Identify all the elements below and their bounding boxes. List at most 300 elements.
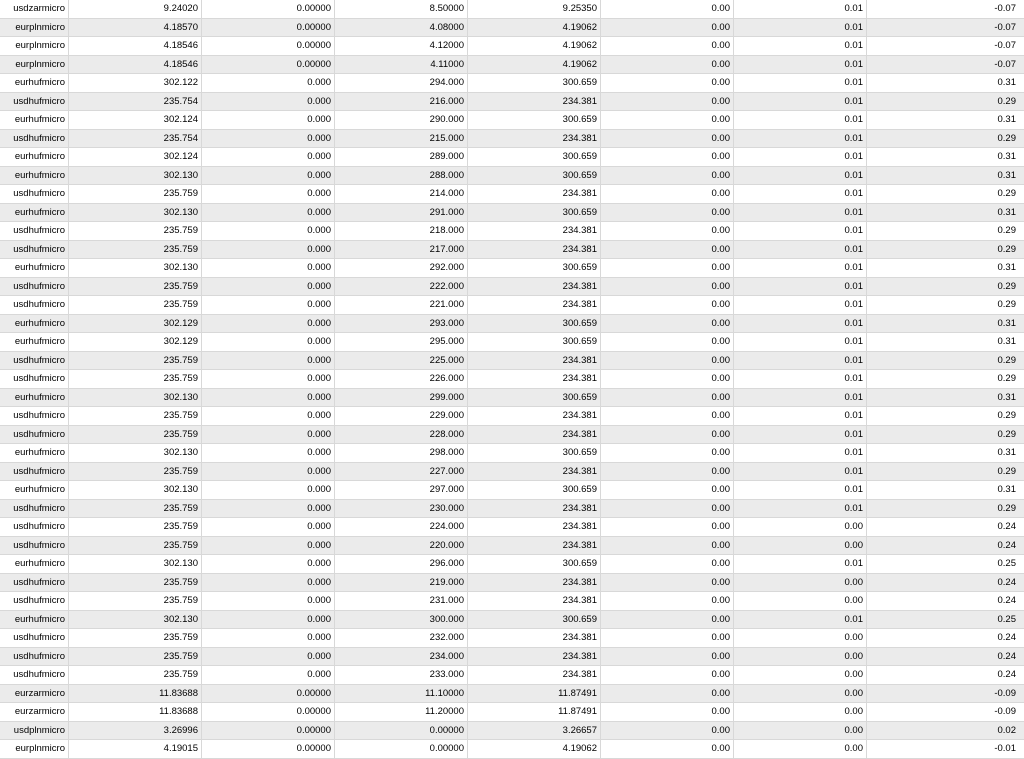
current-price-cell: 300.659 [468, 555, 601, 573]
symbol-cell: usdhufmicro [0, 278, 69, 296]
table-row[interactable] [0, 315, 1024, 334]
col6-cell: 0.00 [601, 648, 734, 666]
table-row[interactable] [0, 463, 1024, 482]
target-price-cell: 224.000 [335, 518, 468, 536]
col6-cell: 0.00 [601, 574, 734, 592]
table-row[interactable] [0, 592, 1024, 611]
col3-cell: 0.00000 [202, 37, 335, 55]
price-cell: 235.759 [69, 463, 202, 481]
table-row[interactable] [0, 130, 1024, 149]
symbol-cell: usdhufmicro [0, 241, 69, 259]
symbol-cell: usdhufmicro [0, 222, 69, 240]
col6-cell: 0.00 [601, 167, 734, 185]
table-row[interactable] [0, 426, 1024, 445]
col6-cell: 0.00 [601, 74, 734, 92]
target-price-cell: 221.000 [335, 296, 468, 314]
symbol-cell: eurhufmicro [0, 204, 69, 222]
price-cell: 11.83688 [69, 703, 202, 721]
col7-cell: 0.00 [734, 648, 867, 666]
target-price-cell: 218.000 [335, 222, 468, 240]
col3-cell: 0.000 [202, 148, 335, 166]
col3-cell: 0.00000 [202, 740, 335, 758]
current-price-cell: 9.25350 [468, 0, 601, 18]
symbol-cell: usdhufmicro [0, 574, 69, 592]
col7-cell: 0.01 [734, 315, 867, 333]
table-row[interactable] [0, 500, 1024, 519]
table-row[interactable] [0, 703, 1024, 722]
price-cell: 235.754 [69, 130, 202, 148]
col7-cell: 0.01 [734, 333, 867, 351]
price-cell: 235.759 [69, 592, 202, 610]
symbol-cell: usdhufmicro [0, 500, 69, 518]
symbol-cell: eurplnmicro [0, 740, 69, 758]
col3-cell: 0.000 [202, 444, 335, 462]
change-cell: 0.29 [997, 465, 1016, 477]
col3-cell: 0.000 [202, 130, 335, 148]
col3-cell: 0.000 [202, 407, 335, 425]
col3-cell: 0.000 [202, 241, 335, 259]
price-cell: 302.129 [69, 315, 202, 333]
symbol-cell: eurzarmicro [0, 703, 69, 721]
target-price-cell: 290.000 [335, 111, 468, 129]
change-cell: 0.29 [997, 354, 1016, 366]
price-cell: 235.759 [69, 370, 202, 388]
col3-cell: 0.000 [202, 204, 335, 222]
target-price-cell: 0.00000 [335, 740, 468, 758]
price-cell: 235.759 [69, 574, 202, 592]
symbol-cell: usdplnmicro [0, 722, 69, 740]
symbol-cell: usdhufmicro [0, 537, 69, 555]
col6-cell: 0.00 [601, 56, 734, 74]
col7-cell: 0.01 [734, 370, 867, 388]
target-price-cell: 220.000 [335, 537, 468, 555]
table-row[interactable] [0, 611, 1024, 630]
current-price-cell: 234.381 [468, 296, 601, 314]
col7-cell: 0.01 [734, 389, 867, 407]
col3-cell: 0.00000 [202, 685, 335, 703]
table-row[interactable] [0, 555, 1024, 574]
col6-cell: 0.00 [601, 740, 734, 758]
table-row[interactable] [0, 629, 1024, 648]
target-price-cell: 291.000 [335, 204, 468, 222]
col7-cell: 0.01 [734, 296, 867, 314]
change-cell: 0.24 [997, 539, 1016, 551]
table-row[interactable] [0, 185, 1024, 204]
target-price-cell: 300.000 [335, 611, 468, 629]
col7-cell: 0.01 [734, 500, 867, 518]
change-cell: 0.24 [997, 595, 1016, 606]
change-cell: 0.29 [997, 299, 1016, 310]
table-row[interactable] [0, 648, 1024, 667]
table-row[interactable] [0, 740, 1024, 759]
col3-cell: 0.000 [202, 500, 335, 518]
price-cell: 235.759 [69, 666, 202, 684]
current-price-cell: 234.381 [468, 463, 601, 481]
col3-cell: 0.000 [202, 352, 335, 370]
col6-cell: 0.00 [601, 111, 734, 129]
table-row[interactable] [0, 352, 1024, 371]
col6-cell: 0.00 [601, 352, 734, 370]
col7-cell: 0.00 [734, 703, 867, 721]
price-cell: 302.130 [69, 204, 202, 222]
change-cell: -0.07 [994, 40, 1016, 51]
price-cell: 302.130 [69, 167, 202, 185]
table-row[interactable] [0, 481, 1024, 500]
symbol-cell: eurplnmicro [0, 19, 69, 37]
table-row[interactable] [0, 111, 1024, 130]
symbol-cell: usdhufmicro [0, 352, 69, 370]
symbol-cell: eurplnmicro [0, 56, 69, 74]
col7-cell: 0.01 [734, 111, 867, 129]
current-price-cell: 234.381 [468, 648, 601, 666]
table-row[interactable] [0, 74, 1024, 93]
table-row[interactable] [0, 370, 1024, 389]
price-cell: 235.759 [69, 426, 202, 444]
target-price-cell: 225.000 [335, 352, 468, 370]
target-price-cell: 216.000 [335, 93, 468, 111]
col7-cell: 0.01 [734, 259, 867, 277]
current-price-cell: 4.19062 [468, 740, 601, 758]
table-row[interactable] [0, 259, 1024, 278]
change-cell: 0.29 [997, 95, 1016, 107]
table-row[interactable] [0, 518, 1024, 537]
col6-cell: 0.00 [601, 148, 734, 166]
current-price-cell: 234.381 [468, 500, 601, 518]
col7-cell: 0.01 [734, 352, 867, 370]
table-row[interactable] [0, 56, 1024, 75]
change-cell: 0.31 [997, 484, 1016, 495]
col3-cell: 0.000 [202, 370, 335, 388]
col6-cell: 0.00 [601, 37, 734, 55]
table-row[interactable] [0, 37, 1024, 56]
target-price-cell: 228.000 [335, 426, 468, 444]
current-price-cell: 300.659 [468, 611, 601, 629]
col7-cell: 0.00 [734, 685, 867, 703]
symbol-cell: eurhufmicro [0, 444, 69, 462]
price-cell: 302.130 [69, 481, 202, 499]
change-cell: 0.31 [997, 317, 1016, 329]
change-cell: 0.29 [997, 410, 1016, 421]
current-price-cell: 234.381 [468, 666, 601, 684]
change-cell: 0.29 [997, 428, 1016, 440]
target-price-cell: 222.000 [335, 278, 468, 296]
target-price-cell: 232.000 [335, 629, 468, 647]
col6-cell: 0.00 [601, 185, 734, 203]
col6-cell: 0.00 [601, 703, 734, 721]
table-row[interactable] [0, 167, 1024, 186]
table-row[interactable] [0, 278, 1024, 297]
col3-cell: 0.000 [202, 648, 335, 666]
col6-cell: 0.00 [601, 259, 734, 277]
col3-cell: 0.000 [202, 426, 335, 444]
current-price-cell: 300.659 [468, 333, 601, 351]
col6-cell: 0.00 [601, 130, 734, 148]
col3-cell: 0.00000 [202, 722, 335, 740]
col6-cell: 0.00 [601, 407, 734, 425]
col6-cell: 0.00 [601, 296, 734, 314]
change-cell: 0.29 [997, 280, 1016, 292]
col7-cell: 0.00 [734, 740, 867, 758]
col3-cell: 0.000 [202, 629, 335, 647]
symbol-cell: usdhufmicro [0, 370, 69, 388]
col7-cell: 0.01 [734, 481, 867, 499]
col7-cell: 0.01 [734, 407, 867, 425]
col3-cell: 0.000 [202, 93, 335, 111]
table-row[interactable] [0, 574, 1024, 593]
target-price-cell: 298.000 [335, 444, 468, 462]
current-price-cell: 234.381 [468, 518, 601, 536]
target-price-cell: 226.000 [335, 370, 468, 388]
target-price-cell: 8.50000 [335, 0, 468, 18]
price-cell: 235.759 [69, 537, 202, 555]
table-row[interactable] [0, 0, 1024, 19]
col6-cell: 0.00 [601, 426, 734, 444]
table-row[interactable] [0, 296, 1024, 315]
col6-cell: 0.00 [601, 666, 734, 684]
col7-cell: 0.00 [734, 537, 867, 555]
table-row[interactable] [0, 333, 1024, 352]
symbol-cell: usdhufmicro [0, 518, 69, 536]
target-price-cell: 292.000 [335, 259, 468, 277]
col6-cell: 0.00 [601, 19, 734, 37]
symbol-cell: usdhufmicro [0, 130, 69, 148]
col3-cell: 0.000 [202, 555, 335, 573]
current-price-cell: 234.381 [468, 352, 601, 370]
table-row[interactable] [0, 407, 1024, 426]
target-price-cell: 288.000 [335, 167, 468, 185]
price-cell: 235.759 [69, 407, 202, 425]
change-cell: 0.29 [997, 188, 1016, 199]
change-cell: 0.29 [997, 243, 1016, 255]
col6-cell: 0.00 [601, 0, 734, 18]
col3-cell: 0.000 [202, 611, 335, 629]
col6-cell: 0.00 [601, 481, 734, 499]
target-price-cell: 11.20000 [335, 703, 468, 721]
col7-cell: 0.01 [734, 74, 867, 92]
col3-cell: 0.000 [202, 278, 335, 296]
price-cell: 235.759 [69, 278, 202, 296]
table-row[interactable] [0, 722, 1024, 741]
change-cell: -0.07 [994, 21, 1016, 33]
symbol-cell: eurhufmicro [0, 611, 69, 629]
symbol-cell: eurhufmicro [0, 481, 69, 499]
current-price-cell: 234.381 [468, 574, 601, 592]
target-price-cell: 0.00000 [335, 722, 468, 740]
symbol-cell: usdhufmicro [0, 666, 69, 684]
price-cell: 9.24020 [69, 0, 202, 18]
col6-cell: 0.00 [601, 315, 734, 333]
change-cell: -0.09 [994, 687, 1016, 699]
change-cell: 0.29 [997, 225, 1016, 236]
symbol-cell: eurhufmicro [0, 148, 69, 166]
current-price-cell: 300.659 [468, 259, 601, 277]
col7-cell: 0.01 [734, 130, 867, 148]
col3-cell: 0.000 [202, 537, 335, 555]
target-price-cell: 4.08000 [335, 19, 468, 37]
symbol-cell: eurzarmicro [0, 685, 69, 703]
col3-cell: 0.00000 [202, 703, 335, 721]
symbol-cell: eurhufmicro [0, 167, 69, 185]
table-row[interactable] [0, 537, 1024, 556]
target-price-cell: 214.000 [335, 185, 468, 203]
col7-cell: 0.01 [734, 278, 867, 296]
symbol-cell: usdhufmicro [0, 648, 69, 666]
current-price-cell: 300.659 [468, 315, 601, 333]
col3-cell: 0.000 [202, 463, 335, 481]
col6-cell: 0.00 [601, 722, 734, 740]
price-cell: 11.83688 [69, 685, 202, 703]
current-price-cell: 4.19062 [468, 19, 601, 37]
col6-cell: 0.00 [601, 222, 734, 240]
price-cell: 302.130 [69, 444, 202, 462]
current-price-cell: 300.659 [468, 74, 601, 92]
target-price-cell: 215.000 [335, 130, 468, 148]
current-price-cell: 300.659 [468, 389, 601, 407]
price-cell: 302.130 [69, 259, 202, 277]
symbol-cell: usdhufmicro [0, 629, 69, 647]
table-row[interactable] [0, 204, 1024, 223]
price-cell: 235.759 [69, 629, 202, 647]
price-cell: 235.754 [69, 93, 202, 111]
target-price-cell: 299.000 [335, 389, 468, 407]
col7-cell: 0.00 [734, 629, 867, 647]
target-price-cell: 230.000 [335, 500, 468, 518]
col3-cell: 0.000 [202, 592, 335, 610]
current-price-cell: 234.381 [468, 629, 601, 647]
col7-cell: 0.01 [734, 204, 867, 222]
change-cell: 0.25 [997, 558, 1016, 569]
col7-cell: 0.01 [734, 185, 867, 203]
col6-cell: 0.00 [601, 629, 734, 647]
symbol-cell: eurhufmicro [0, 315, 69, 333]
current-price-cell: 234.381 [468, 222, 601, 240]
symbol-cell: usdhufmicro [0, 296, 69, 314]
target-price-cell: 217.000 [335, 241, 468, 259]
col3-cell: 0.00000 [202, 56, 335, 74]
col7-cell: 0.01 [734, 148, 867, 166]
change-cell: 0.31 [997, 169, 1016, 181]
current-price-cell: 234.381 [468, 130, 601, 148]
target-price-cell: 11.10000 [335, 685, 468, 703]
price-cell: 302.130 [69, 555, 202, 573]
table-row[interactable] [0, 444, 1024, 463]
current-price-cell: 4.19062 [468, 37, 601, 55]
price-cell: 302.129 [69, 333, 202, 351]
change-cell: 0.31 [997, 391, 1016, 403]
table-row[interactable] [0, 148, 1024, 167]
price-cell: 235.759 [69, 518, 202, 536]
current-price-cell: 234.381 [468, 426, 601, 444]
price-cell: 3.26996 [69, 722, 202, 740]
target-price-cell: 293.000 [335, 315, 468, 333]
price-cell: 235.759 [69, 500, 202, 518]
price-cell: 235.759 [69, 241, 202, 259]
change-cell: 0.31 [997, 77, 1016, 88]
table-row[interactable] [0, 685, 1024, 704]
target-price-cell: 296.000 [335, 555, 468, 573]
col6-cell: 0.00 [601, 592, 734, 610]
symbol-cell: usdzarmicro [0, 0, 69, 18]
price-cell: 235.759 [69, 296, 202, 314]
table-row[interactable] [0, 93, 1024, 112]
symbol-cell: usdhufmicro [0, 463, 69, 481]
price-cell: 4.19015 [69, 740, 202, 758]
col7-cell: 0.01 [734, 555, 867, 573]
target-price-cell: 294.000 [335, 74, 468, 92]
change-cell: 0.31 [997, 114, 1016, 125]
target-price-cell: 4.12000 [335, 37, 468, 55]
col7-cell: 0.01 [734, 241, 867, 259]
symbol-cell: usdhufmicro [0, 426, 69, 444]
change-cell: -0.07 [994, 58, 1016, 70]
col3-cell: 0.000 [202, 518, 335, 536]
symbol-cell: eurhufmicro [0, 111, 69, 129]
col6-cell: 0.00 [601, 370, 734, 388]
col7-cell: 0.00 [734, 722, 867, 740]
current-price-cell: 4.19062 [468, 56, 601, 74]
current-price-cell: 234.381 [468, 370, 601, 388]
symbol-cell: eurhufmicro [0, 555, 69, 573]
col3-cell: 0.000 [202, 389, 335, 407]
target-price-cell: 233.000 [335, 666, 468, 684]
current-price-cell: 300.659 [468, 148, 601, 166]
change-cell: 0.31 [997, 447, 1016, 458]
table-row[interactable] [0, 19, 1024, 38]
change-cell: -0.01 [994, 743, 1016, 754]
current-price-cell: 3.26657 [468, 722, 601, 740]
col3-cell: 0.000 [202, 185, 335, 203]
col7-cell: 0.01 [734, 611, 867, 629]
target-price-cell: 219.000 [335, 574, 468, 592]
col3-cell: 0.000 [202, 74, 335, 92]
price-cell: 235.759 [69, 222, 202, 240]
col7-cell: 0.01 [734, 444, 867, 462]
col7-cell: 0.01 [734, 222, 867, 240]
change-cell: 0.24 [997, 632, 1016, 643]
current-price-cell: 234.381 [468, 592, 601, 610]
current-price-cell: 234.381 [468, 241, 601, 259]
col7-cell: 0.01 [734, 426, 867, 444]
col6-cell: 0.00 [601, 518, 734, 536]
col3-cell: 0.000 [202, 574, 335, 592]
table-row[interactable] [0, 666, 1024, 685]
col6-cell: 0.00 [601, 241, 734, 259]
current-price-cell: 11.87491 [468, 703, 601, 721]
target-price-cell: 4.11000 [335, 56, 468, 74]
change-cell: -0.07 [994, 3, 1016, 14]
change-cell: 0.29 [997, 132, 1016, 144]
price-cell: 235.759 [69, 185, 202, 203]
target-price-cell: 297.000 [335, 481, 468, 499]
change-cell: 0.29 [997, 502, 1016, 514]
col6-cell: 0.00 [601, 463, 734, 481]
symbol-cell: eurhufmicro [0, 259, 69, 277]
table-row[interactable] [0, 241, 1024, 260]
target-price-cell: 289.000 [335, 148, 468, 166]
change-cell: -0.09 [994, 706, 1016, 717]
price-cell: 302.122 [69, 74, 202, 92]
symbol-cell: eurhufmicro [0, 389, 69, 407]
col7-cell: 0.01 [734, 463, 867, 481]
table-row[interactable] [0, 389, 1024, 408]
symbol-cell: eurhufmicro [0, 74, 69, 92]
col6-cell: 0.00 [601, 611, 734, 629]
table-row[interactable] [0, 222, 1024, 241]
target-price-cell: 231.000 [335, 592, 468, 610]
price-cell: 302.124 [69, 111, 202, 129]
symbol-cell: eurplnmicro [0, 37, 69, 55]
col6-cell: 0.00 [601, 333, 734, 351]
